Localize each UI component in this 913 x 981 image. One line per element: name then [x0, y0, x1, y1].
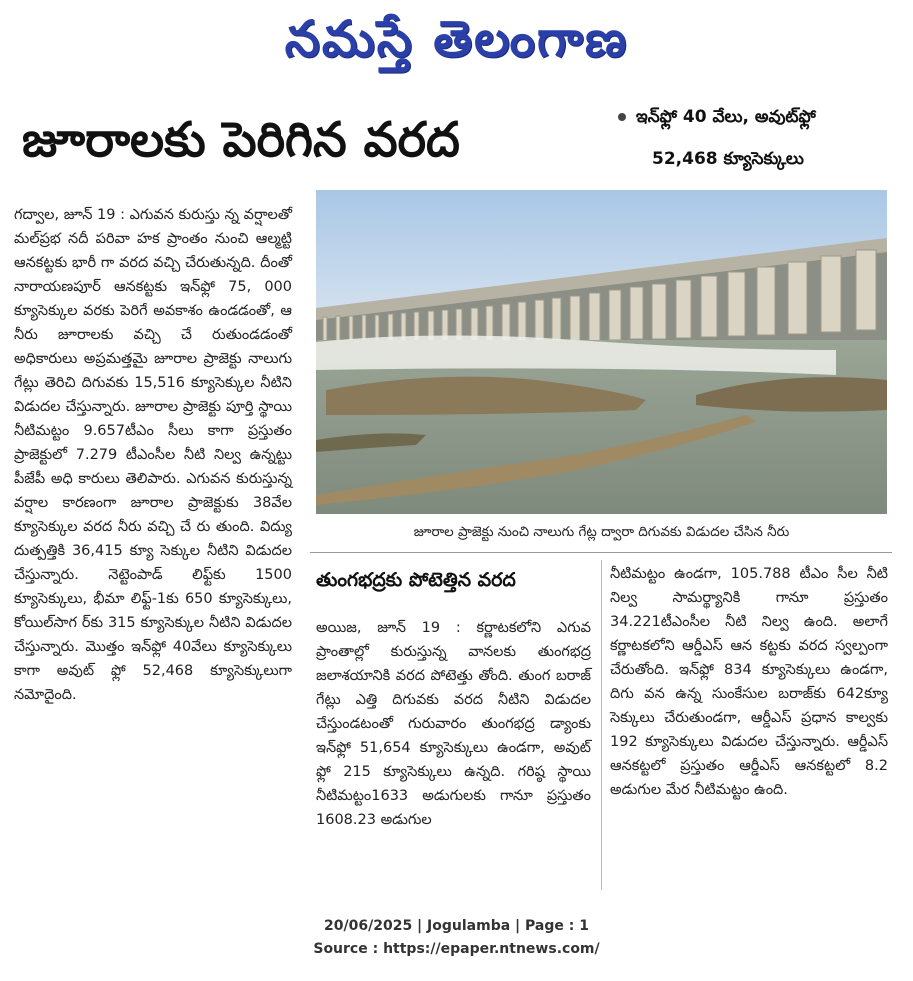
article-paragraph: నీటిమట్టం ఉండగా, 105.788 టీఎం సీల నీటి నిల్వ సామర్థ్యానికి గానూ ప్రస్తుతం 34.221టీఎంసీల నీటి నిల్వ ఉంది. అలాగే కర్ణాటకలోని ఆర్డీఎస్ ఆన కట్టకు వరద స్వల్పంగా చేరుతోంది. ఇన్‌ఫ్లో 834 క్యూసెక్కులు ఉండగా, దిగు వన ఉన్న సుంకేసుల బరాజ్‌కు 642క్యూ సెక్కులు చేరుతుండగా, ఆర్డీఎస్ ప్రధాన కాల్వకు 192 క్యూసెక్కులు విడుదల చేస్తున్నారు. ఆర్డీఎస్ ఆనకట్టలో ప్రస్తుతం ఆర్డీఎస్ ఆనకట్టలో 8.2 అడుగుల మేర నీటిమట్టం ఉంది.	[610, 566, 888, 798]
footer-source-link[interactable]: Source : https://epaper.ntnews.com/	[313, 941, 600, 957]
dam-photo-illustration	[316, 190, 887, 514]
dam-photo	[316, 190, 887, 514]
headline-highlight-box	[618, 96, 900, 180]
bullet-icon	[618, 113, 626, 121]
divider	[310, 552, 892, 553]
article-headline: జూరాలకు పెరిగిన వరద	[22, 112, 460, 168]
newspaper-masthead: నమస్తే తెలంగాణ	[284, 9, 629, 68]
article-paragraph: అయిజ, జూన్ 19 : కర్ణాటకలోని ఎగువ ప్రాంతాల్లో కురుస్తున్న వానలకు తుంగభద్ర జలాశయానికి వరద పోటెత్తు తోంది. తుంగ బరాజ్ గేట్లు ఎత్తి దిగువకు వరద నీటిని విడుదల చేస్తుండటంతో గురువారం తుంగభద్ర డ్యాంకు ఇన్‌ఫ్లో 51,654 క్యూసెక్కులు ఉండగా, అవుట్ ఫ్లో 215 క్యూసెక్కులు ఉన్నది. గరిష్ఠ స్థాయి నీటిమట్టం1633 అడుగులకు గానూ ప్రస్తుతం 1608.23 అడుగుల	[316, 620, 591, 828]
footer-date-edition: 20/06/2025 | Jogulamba | Page : 1	[324, 918, 589, 934]
column-divider	[601, 560, 602, 890]
photo-caption: జూరాల ప్రాజెక్టు నుంచి నాలుగు గేట్ల ద్వారా దిగువకు విడుదల చేసిన నీరు	[413, 524, 790, 540]
article-paragraph: గద్వాల, జూన్ 19 : ఎగువన కురుస్తు న్న వర్షాలతో మల్‌ప్రభ నదీ పరివా హక ప్రాంతం నుంచి ఆల్మట్టి ఆనకట్టకు భారీ గా వరద వచ్చి చేరుతున్నది. దీంతో నారాయణపూర్ ఆనకట్టకు ఇన్‌ఫ్లో 75, 000 క్యూసెక్కుల వరకు పెరిగే అవకాశం ఉండడంతో, ఆ నీరు జూరాలకు వచ్చి చే రుతుండడంతో అధికారులు అప్రమత్తమై జూరాల ప్రాజెక్టు నాలుగు గేట్లు తెరిచి దిగువకు 15,516 క్యూసెక్కుల నీటిని విడుదల చేస్తున్నారు. జూరాల ప్రాజెక్టు పూర్తి స్థాయి నీటిమట్టం 9.657టీఎం సీలు కాగా ప్రస్తుతం ప్రాజెక్టులో 7.279 టీఎంసీల నీటి నిల్వ ఉన్నట్టు పీజేపీ అధి కారులు తెలిపారు. ఎగువన కురుస్తున్న వర్షాల కారణంగా జూరాల ప్రాజెక్టుకు 38వేల క్యూసెక్కుల వరద నీరు వచ్చి చే రు తుంది. విద్యు దుత్పత్తికి 36,415 క్యూ సెక్కుల నీటిని విడుదల చేస్తున్నారు. నెట్టెంపాడ్ లిఫ్ట్‌కు 1500 క్యూసెక్కులు, భీమా లిఫ్ట్-1కు 650 క్యూసెక్కులు, కోయిల్‌సాగ ర్‌కు 315 క్యూసెక్కుల నీటిని విడుదల చేస్తున్నారు. మొత్తం ఇన్‌ఫ్లో 40వేలు క్యూసెక్కులు కాగా అవుట్ ఫ్లో 52,468 క్యూసెక్కులుగా నమోదైంది.	[14, 207, 292, 703]
highlight-line-1: ఇన్‌ఫ్లో 40 వేలు, అవుట్‌ఫ్లో	[618, 96, 900, 138]
article-body-tungabhadra-col2	[610, 562, 888, 802]
article-subheading: తుంగభద్రకు పోటెత్తిన వరద	[316, 569, 516, 591]
article-body-tungabhadra-col1	[316, 616, 591, 832]
highlight-line-2: 52,468 క్యూసెక్కులు	[652, 149, 804, 169]
article-body-jurala	[14, 203, 292, 707]
